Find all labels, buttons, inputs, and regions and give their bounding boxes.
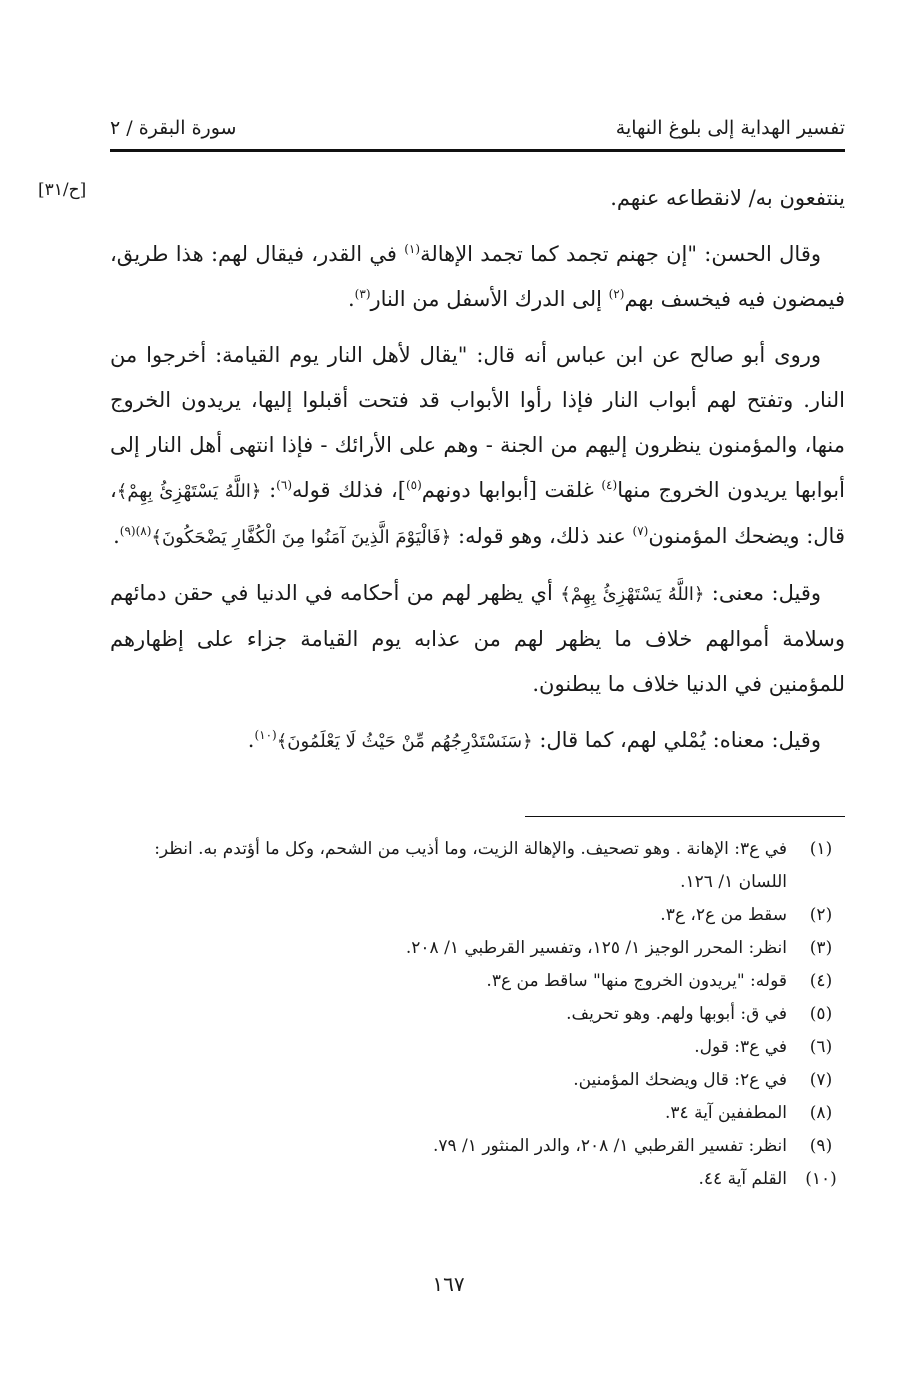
text-run: وروى أبو صالح عن ابن عباس أنه قال: "يقال لأهل النار يوم القيامة: أخرجوا من النار. وتفتح لهم أبواب النار فإذا رأوا الأبواب قد فتحت أقبلوا إليها، يريدون الخروج منها، والمؤمنون ينظرون إليهم من الجنة - وهم على الأرائك - فإذا انتهى أهل النار إلى أبوابها يريدون الخروج منها	[110, 343, 845, 502]
text-run: ينتفعون به/ لانقطاعه عنهم.	[610, 186, 845, 210]
footnote	[110, 1130, 845, 1163]
text-run: وقيل: معنى:	[704, 581, 821, 605]
footnote-ref: (٢)	[608, 287, 625, 301]
footnote	[110, 1097, 845, 1130]
footnote-text: المطففين آية ٣٤.	[665, 1103, 787, 1123]
footnote-ref: (٤)	[601, 478, 618, 492]
footnote	[110, 1163, 845, 1196]
paragraph	[110, 232, 845, 322]
text-run: :	[261, 478, 277, 502]
footnote-text: في ع٣: قول.	[694, 1037, 787, 1057]
text-run: عند ذلك، وهو قوله:	[451, 524, 633, 548]
footnote-number: (١٠)	[805, 1169, 837, 1189]
quran-quote: ﴿سَنَسْتَدْرِجُهُم مِّنْ حَيْثُ لَا يَعْلَمُونَ﴾	[276, 731, 533, 752]
footnote-number: (٢)	[809, 905, 833, 925]
text-run: في القدر، فيقال لهم: هذا طريق، فيمضون فيه فيخسف بهم	[110, 242, 845, 311]
page-number: ١٦٧	[432, 1272, 465, 1296]
quran-quote: ﴿اللَّهُ يَسْتَهْزِئُ بِهِمْ﴾	[560, 584, 705, 605]
footnote-number: (٤)	[809, 971, 833, 991]
text-run: ]، فذلك قوله	[292, 478, 406, 502]
footnote-text: قوله: "يريدون الخروج منها" ساقط من ع٣.	[486, 971, 787, 991]
footnote-number: (٣)	[809, 938, 833, 958]
text-run: أي يظهر لهم من أحكامه في الدنيا في حقن دمائهم وسلامة أموالهم خلاف ما يظهر لهم من عذابه يوم القيامة جزاء على إظهارهم للمؤمنين في الدنيا خلاف ما يبطنون.	[110, 581, 845, 696]
footnote	[110, 1064, 845, 1097]
text-run: وقال الحسن: "إن جهنم تجمد كما تجمد الإهالة	[420, 242, 821, 266]
footnote-number: (٦)	[809, 1037, 833, 1057]
footnote-ref: (٨)(٩)	[119, 524, 152, 538]
footnote-number: (١)	[809, 839, 833, 859]
footnote-text: سقط من ع٢، ع٣.	[660, 905, 787, 925]
paragraph	[110, 176, 845, 221]
footnote-text: انظر: تفسير القرطبي ١/ ٢٠٨، والدر المنثور ١/ ٧٩.	[432, 1136, 787, 1156]
running-header	[110, 112, 845, 144]
footnote-ref: (٥)	[405, 478, 422, 492]
footnote-number: (٧)	[809, 1070, 833, 1090]
footnote-ref: (٧)	[632, 524, 649, 538]
surah-label: سورة البقرة / ٢	[110, 117, 237, 139]
quran-quote: ﴿فَالْيَوْمَ الَّذِينَ آمَنُوا مِنَ الْكُفَّارِ يَضْحَكُونَ﴾	[151, 527, 452, 548]
footnote	[110, 899, 845, 932]
paragraph	[110, 718, 845, 764]
text-run: ، قال: ويضحك المؤمنون	[110, 478, 845, 548]
footnotes-list	[110, 833, 845, 1196]
footnote-text: في ق: أبوبها ولهم. وهو تحريف.	[566, 1004, 787, 1024]
text-run: .	[113, 524, 120, 548]
text-run: .	[347, 287, 355, 311]
footnote-text: في ع٣: الإهانة . وهو تصحيف. والإهالة الزيت، وما أذيب من الشحم، وكل ما أؤتدم به. انظر: اللسان ١/ ١٢٦.	[154, 839, 787, 892]
manuscript-folio-note: [ح/٣١]	[38, 180, 87, 200]
footnote	[110, 932, 845, 965]
footnote-number: (٨)	[809, 1103, 833, 1123]
footnote-number: (٥)	[809, 1004, 833, 1024]
footnote-ref: (٣)	[354, 287, 371, 301]
text-run: إلى الدرك الأسفل من النار	[370, 287, 609, 311]
text-run: .	[247, 728, 255, 752]
footnote-text: القلم آية ٤٤.	[698, 1169, 787, 1189]
footnote-ref: (١٠)	[254, 728, 277, 742]
main-text	[110, 176, 845, 775]
footnote-number: (٩)	[809, 1136, 833, 1156]
footnote-text: في ع٢: قال ويضحك المؤمنين.	[573, 1070, 787, 1090]
footnote-ref: (٦)	[276, 478, 292, 492]
footnote-ref: (١)	[404, 242, 421, 256]
text-run: غلقت [أبوابها دونهم	[421, 478, 602, 502]
book-title: تفسير الهداية إلى بلوغ النهاية	[615, 117, 845, 139]
footnote	[110, 998, 845, 1031]
footnote	[110, 1031, 845, 1064]
footnote	[110, 833, 845, 899]
text-run: وقيل: معناه: يُمْلي لهم، كما قال:	[532, 728, 821, 752]
paragraph	[110, 333, 845, 560]
quran-quote: ﴿اللَّهُ يَسْتَهْزِئُ بِهِمْ﴾	[116, 481, 262, 502]
footnote-text: انظر: المحرر الوجيز ١/ ١٢٥، وتفسير القرطبي ١/ ٢٠٨.	[405, 938, 787, 958]
header-divider	[110, 149, 845, 152]
footnote-divider	[525, 816, 845, 817]
paragraph	[110, 571, 845, 707]
footnote	[110, 965, 845, 998]
